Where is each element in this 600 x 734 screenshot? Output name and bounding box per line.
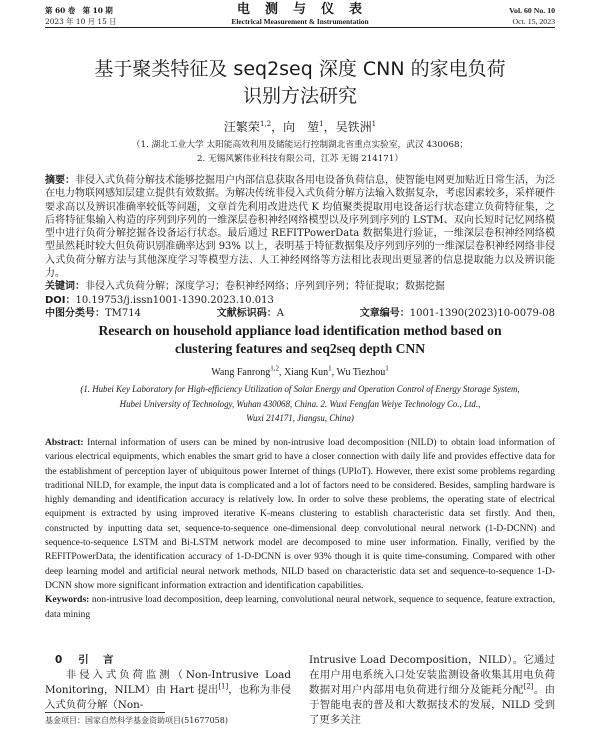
- doi-label: DOI：: [45, 294, 76, 306]
- issue-info-en: [509, 5, 555, 27]
- author-list-en: [45, 366, 555, 380]
- abstract-label: 摘要：: [45, 175, 75, 186]
- paper-title-cn: [45, 56, 555, 110]
- author-name: 吴铁洲: [335, 120, 372, 134]
- section-number: 0: [55, 654, 63, 666]
- volume-issue-cn: 第 60 卷 第 10 期: [45, 6, 113, 15]
- journal-masthead: [150, 2, 450, 26]
- author-affiliation-marker: 1: [371, 120, 377, 128]
- author-separator: ,: [331, 367, 337, 378]
- keywords-cn: [45, 280, 555, 293]
- publication-date-cn: 2023 年 10 月 15 日: [45, 17, 117, 26]
- paragraph-text: Intrusive Load Decomposition，NILD）。它通过在用户用电系统入口处安装监测设备收集其用电负荷数据对用户内部用电负荷进行细分及能耗分配: [309, 654, 555, 696]
- document-code: [217, 307, 284, 320]
- affiliation-line: Hubei University of Technology, Wuhan 430068, China. 2. Wuxi Fengfan Weiye Technology Co., Ltd.,: [119, 398, 481, 409]
- abstract-block-cn: [45, 174, 555, 320]
- issue-info: [45, 5, 117, 27]
- paragraph-text: 非侵入式负荷监测（Non-Intrusive Load Monitoring，NILM）由 Hart 提出: [45, 669, 291, 696]
- author-separator: ,: [278, 367, 284, 378]
- affiliation-line: (1. Hubei Key Laboratory for High-efficiency Utilization of Solar Energy and Operation Control of Energy Storage System,: [80, 384, 520, 394]
- keywords-text: 非侵入式负荷分解；深度学习；卷积神经网络；序列到序列；特征提取；数据挖掘: [85, 281, 445, 293]
- author-affiliation-marker: 1,2: [259, 120, 272, 128]
- author-name: 向 堃: [283, 120, 320, 134]
- doc-code-label: 文献标识码：: [216, 307, 277, 319]
- affiliations-en: [45, 382, 555, 426]
- abstract-label: Abstract:: [45, 438, 84, 448]
- article-no-value: 1001-1390(2023)10-0079-08: [409, 307, 555, 319]
- abstract-block-en: [45, 436, 555, 622]
- abstract-text: Internal information of users can be mined by non-intrusive load decomposition (NILD) to obtain load information of various electrical equipments, which enables the smart grid to have a closer connection with daily life and provides effective data for the establishment of perception layer of ubiquitous power Internet of things (UPIoT). However, there exist some problems regarding traditional NILD, for example, the input data is complicated and a lot of factors need to be considered. Besides, sampling hardware is highly demanding and identification accuracy is relatively low. In order to solve these problems, the operating state of electrical equipment is extracted by using improved iterative K-means clustering to establish characteristic data set firstly. And then, constructed by inputting data set, sequence-to-sequence one-dimensional deep convolutional neural network (1-D-DCNN) and sequence-to-sequence LSTM and Bi-LSTM network model are decomposed to mine user information. Finally, verified by the REFITPowerData, the identification accuracy of 1-D-DCNN is over 93% though it is quite time-consuming. Compared with other deep learning model and artificial neural network methods, NILD based on characteristic data set and sequence-to-sequence 1-D-DCNN show more significant information extraction and identification capabilities.: [45, 438, 556, 591]
- section-title: 引 言: [78, 654, 116, 666]
- footnote-rule: [45, 712, 165, 713]
- keywords-label: Keywords:: [45, 595, 90, 606]
- volume-issue-en: Vol. 60 No. 10: [509, 6, 555, 15]
- paper-title-en: [45, 322, 555, 358]
- author-affiliation-marker: 1: [319, 120, 324, 128]
- journal-name-en: Electrical Measurement & Instrumentation: [231, 17, 369, 26]
- paragraph-text: ，也称为非侵入式负荷分解（Non-: [45, 684, 292, 711]
- classification-row: [45, 307, 555, 320]
- paragraph-text: 。由于智能电表的普及和大数据技术的发展，NILD 受到了更多关注: [309, 684, 556, 726]
- title-line: Research on household appliance load identification method based on: [98, 323, 502, 338]
- funding-text: 国家自然科学基金资助项目(51677058): [85, 716, 228, 725]
- keywords-text: non-intrusive load decomposition, deep learning, convolutional neural network, sequence to sequence, feature extraction, data mining: [45, 595, 555, 620]
- affiliation-line: Wuxi 214171, Jiangsu, China): [246, 413, 354, 424]
- keywords-en: [45, 593, 555, 622]
- clc-label: 中图分类号：: [45, 307, 105, 319]
- author-affiliation-marker: 1: [385, 364, 389, 373]
- doc-code-value: A: [276, 307, 285, 319]
- author-name: 汪繁荣: [223, 120, 260, 134]
- publication-date-en: Oct. 15, 2023: [512, 17, 555, 26]
- citation-ref: [2]: [523, 682, 534, 691]
- author-name: Wang Fanrong: [211, 367, 271, 378]
- author-name: Wu Tiezhou: [336, 367, 386, 378]
- funding-label: 基金项目：: [45, 716, 85, 725]
- abstract-cn: [45, 174, 555, 280]
- abstract-text: 非侵入式负荷分解技术能够挖掘用户内部信息获取各用电设备负荷信息，使智能电网更加贴近日常生活，为泛在电力物联网感知层建立提供有效数据。为解决传统非侵入式负荷分解方法输入数据复杂，考虑因素较多，采样硬件要求高以及辨识准确率较低等问题，文章首先利用改进迭代 K 均值聚类提取用电设备运行状态建立负荷特征集，之后将特征集输入构造的序列到序列的一维深层卷积神经网络模型以及序列到序列的 LSTM、双向长短时记忆网络模型中进行负荷分解挖掘各设备运行状态。最后通过 REFITPowerData 数据集进行验证，一维深层卷积神经网络模型虽然耗时较大但负荷识别准确率达到 93% 以上，表明基于特征数据集及序列到序列的一维深层卷积神经网络非侵入式负荷分解方法与其他深度学习等模型方法、人工神经网络等方法相比表现出更显著的信息提取能力以及辨识能力。: [45, 175, 555, 280]
- doi-value: 10.19753/j.issn1001-1390.2023.10.013: [75, 294, 274, 306]
- affiliation-line: 2. 无锡风繁伟业科技有限公司，江苏 无锡 214171）: [196, 154, 404, 164]
- affiliations-cn: [45, 138, 555, 166]
- affiliation-line: （1. 湖北工业大学 太阳能高效利用及储能运行控制湖北省重点实验室，武汉 430068；: [131, 140, 469, 150]
- journal-name-cn: 电 测 与 仪 表: [236, 2, 363, 17]
- intro-column-left: [45, 653, 291, 713]
- section-heading: [45, 653, 291, 668]
- title-line: 基于聚类特征及 seq2seq 深度 CNN 的家电负荷: [94, 58, 506, 80]
- abstract-en: [45, 436, 555, 593]
- title-line: 识别方法研究: [242, 85, 357, 107]
- classification-number: [45, 307, 141, 320]
- author-affiliation-marker: 1,2: [270, 364, 279, 373]
- author-list-cn: [45, 119, 555, 135]
- keywords-label: 关键词：: [45, 281, 85, 293]
- author-affiliation-marker: 1: [328, 364, 332, 373]
- title-line: clustering features and seq2seq depth CNN: [174, 341, 426, 356]
- article-no-label: 文章编号：: [359, 307, 410, 319]
- clc-value: TM714: [105, 307, 141, 319]
- citation-ref: [1]: [218, 682, 229, 691]
- intro-paragraph-left: [45, 668, 291, 713]
- author-separator: ，: [323, 120, 336, 134]
- article-number: [360, 307, 555, 320]
- author-name: Xiang Kun: [283, 367, 329, 378]
- doi: [45, 294, 555, 307]
- funding-note: [45, 715, 555, 726]
- author-separator: ，: [271, 120, 284, 134]
- header-rule: [45, 27, 555, 28]
